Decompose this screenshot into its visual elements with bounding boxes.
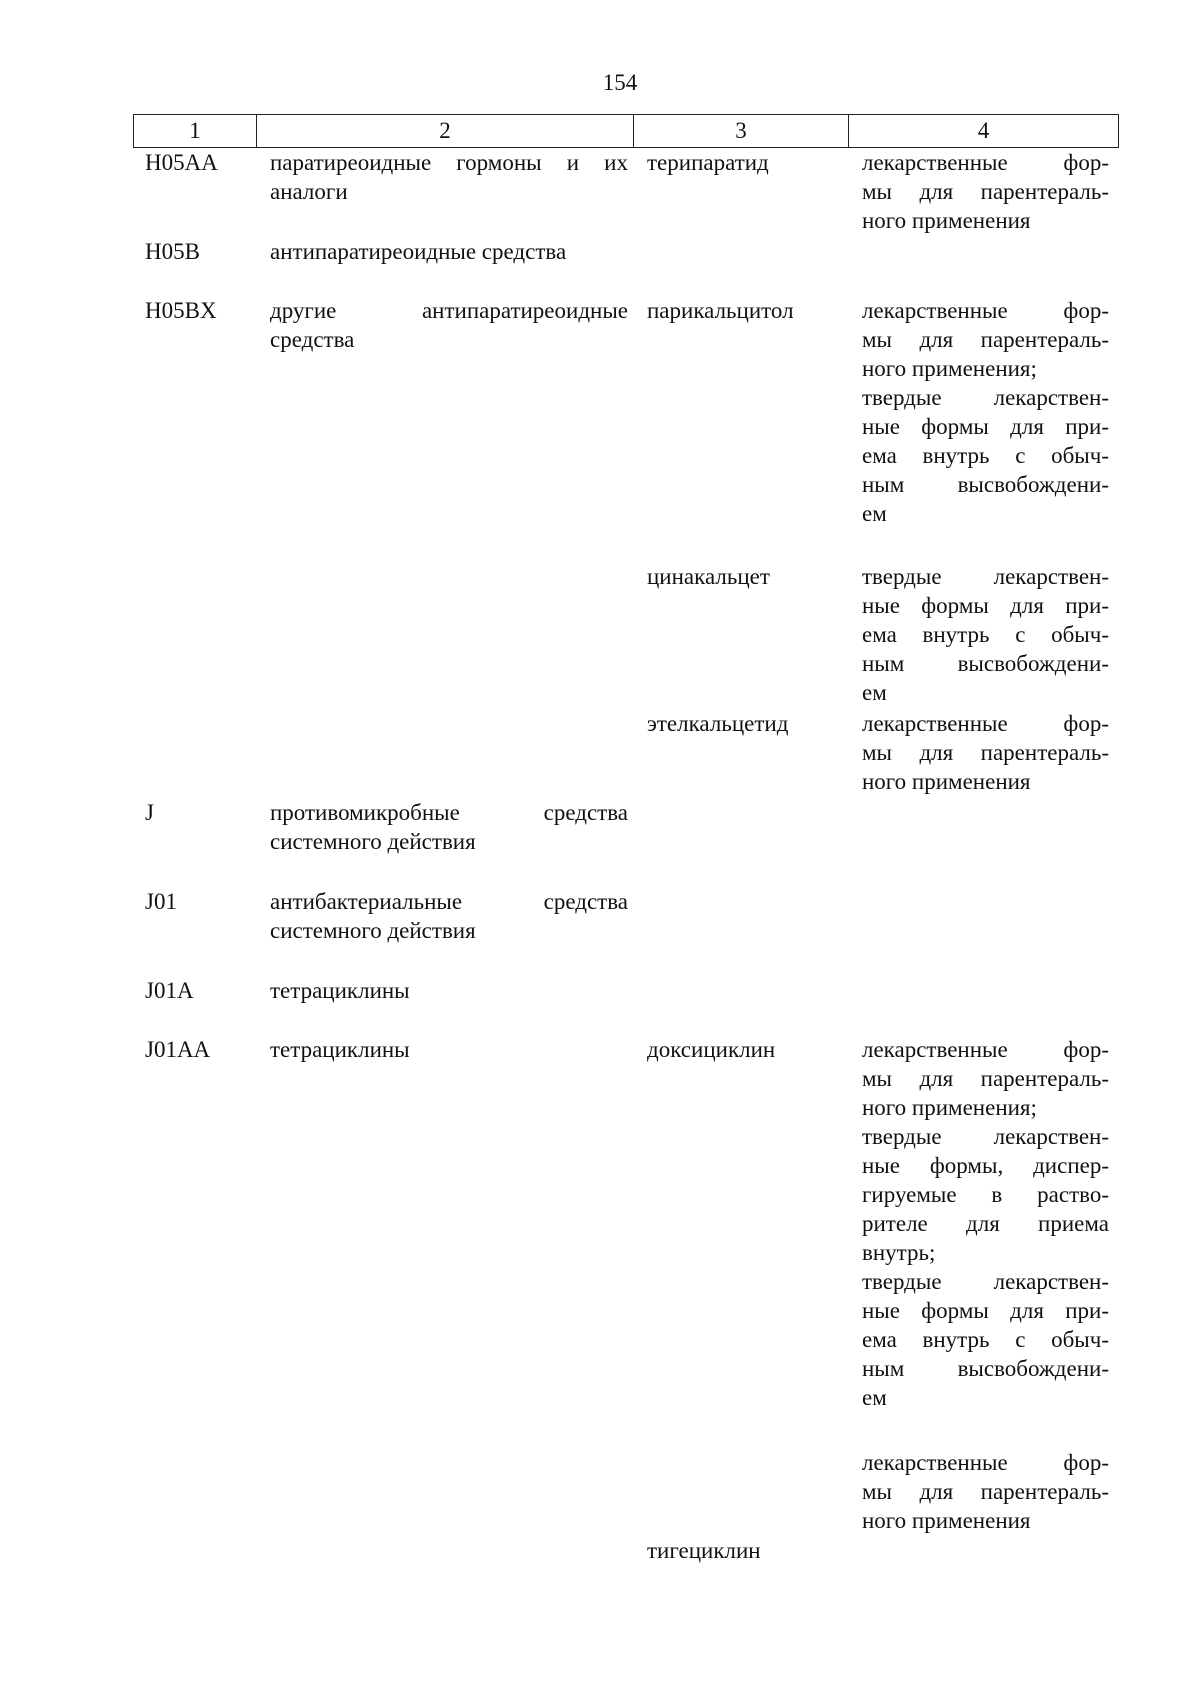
column-header-1: 1 <box>133 115 257 147</box>
dosage-form <box>862 296 1109 528</box>
text-line: рителе для приема <box>862 1211 1109 1236</box>
dosage-form <box>862 1035 1109 1412</box>
text-line: ным высвобождени- <box>862 651 1109 676</box>
drug-name: доксициклин <box>647 1037 776 1062</box>
atc-code: J01 <box>145 889 177 914</box>
text-line: ные формы для при- <box>862 414 1109 439</box>
drug-name: парикальцитол <box>647 298 794 323</box>
column-header-2: 2 <box>257 115 634 147</box>
text-line: мы для парентераль- <box>862 327 1109 352</box>
atc-group-name <box>270 1035 628 1064</box>
text-line: аналоги <box>270 179 348 204</box>
text-line: ным высвобождени- <box>862 1356 1109 1381</box>
text-line: ные формы для при- <box>862 1298 1109 1323</box>
text-line: ные формы для при- <box>862 593 1109 618</box>
text-line: другие антипаратиреоидные <box>270 298 628 323</box>
text-line: ем <box>862 1385 887 1410</box>
text-line: внутрь; <box>862 1240 936 1265</box>
text-line: мы для парентераль- <box>862 1066 1109 1091</box>
text-line: ема внутрь с обыч- <box>862 443 1109 468</box>
atc-code: J01A <box>145 978 194 1003</box>
text-line: системного действия <box>270 829 476 854</box>
atc-group-name <box>270 976 628 1005</box>
drug-name: цинакальцет <box>647 564 770 589</box>
text-line: противомикробные средства <box>270 800 628 825</box>
atc-group-name <box>270 296 628 354</box>
text-line: тетрациклины <box>270 1037 410 1062</box>
text-line: ема внутрь с обыч- <box>862 1327 1109 1352</box>
atc-group-name <box>270 237 628 266</box>
atc-group-name <box>270 798 628 856</box>
column-header-4: 4 <box>849 115 1119 147</box>
atc-code: H05B <box>145 239 200 264</box>
dosage-form <box>862 709 1109 796</box>
text-line: антипаратиреоидные средства <box>270 239 567 264</box>
text-line: лекарственные фор- <box>862 1037 1109 1062</box>
text-line: мы для парентераль- <box>862 740 1109 765</box>
text-line: ные формы, диспер- <box>862 1153 1109 1178</box>
text-line: лекарственные фор- <box>862 298 1109 323</box>
dosage-form <box>862 562 1109 707</box>
atc-code: J <box>145 800 154 825</box>
atc-code: J01AA <box>145 1037 211 1062</box>
text-line: тетрациклины <box>270 978 410 1003</box>
text-line: гируемые в раство- <box>862 1182 1109 1207</box>
text-line: твердые лекарствен- <box>862 1269 1109 1294</box>
text-line: твердые лекарствен- <box>862 385 1109 410</box>
table-header <box>133 114 1119 148</box>
text-line: ного применения; <box>862 1095 1037 1120</box>
text-line: ным высвобождени- <box>862 472 1109 497</box>
text-line: твердые лекарствен- <box>862 564 1109 589</box>
text-line: лекарственные фор- <box>862 711 1109 736</box>
text-line: ного применения <box>862 208 1031 233</box>
text-line: мы для парентераль- <box>862 1479 1109 1504</box>
atc-group-name <box>270 887 628 945</box>
atc-group-name <box>270 148 628 206</box>
text-line: ем <box>862 501 887 526</box>
text-line: твердые лекарствен- <box>862 1124 1109 1149</box>
text-line: мы для парентераль- <box>862 179 1109 204</box>
text-line: средства <box>270 327 355 352</box>
text-line: ного применения <box>862 1508 1031 1533</box>
text-line: системного действия <box>270 918 476 943</box>
dosage-form <box>862 1448 1109 1535</box>
text-line: ема внутрь с обыч- <box>862 622 1109 647</box>
page-number: 154 <box>602 70 638 95</box>
dosage-form <box>862 148 1109 235</box>
text-line: лекарственные фор- <box>862 150 1109 175</box>
atc-code: H05BX <box>145 298 217 323</box>
text-line: ного применения <box>862 769 1031 794</box>
text-line: лекарственные фор- <box>862 1450 1109 1475</box>
text-line: ного применения; <box>862 356 1037 381</box>
column-header-3: 3 <box>634 115 849 147</box>
drug-name: терипаратид <box>647 150 769 175</box>
text-line: ем <box>862 680 887 705</box>
drug-name: этелкальцетид <box>647 711 789 736</box>
text-line: антибактериальные средства <box>270 889 628 914</box>
atc-code: H05AA <box>145 150 218 175</box>
drug-name: тигециклин <box>647 1538 761 1563</box>
text-line: паратиреоидные гормоны и их <box>270 150 628 175</box>
